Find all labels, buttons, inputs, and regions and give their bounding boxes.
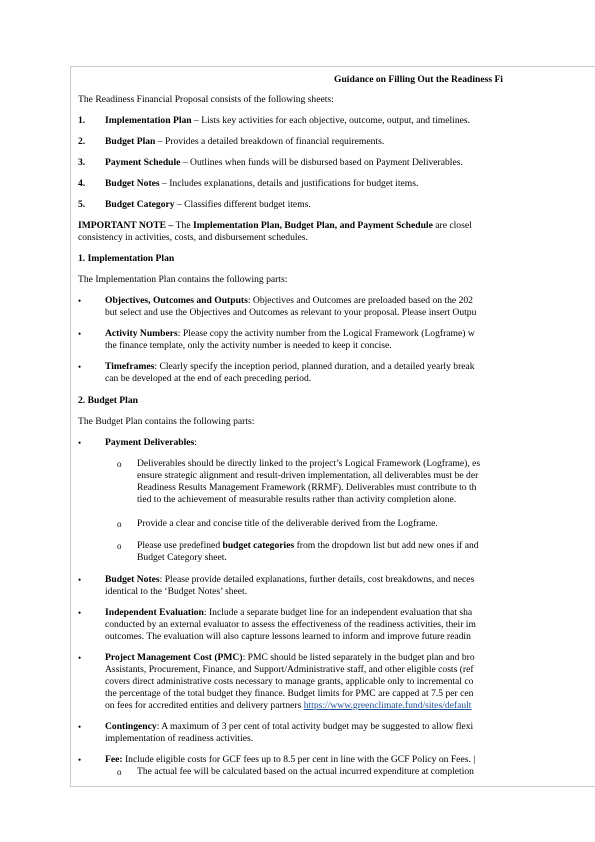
note-label: IMPORTANT NOTE – <box>78 220 176 231</box>
sheet-desc: – Lists key activities for each objective, outcome, output, and timelines. <box>191 115 471 126</box>
sub-item-line: The actual fee will be calculated based on the actual incurred expenditure at completion <box>137 766 474 777</box>
sub-item-bold: budget categories <box>222 540 295 551</box>
item-text: : Objectives and Outcomes are preloaded based on the 202 <box>247 295 473 306</box>
document-page <box>70 66 595 787</box>
section-intro: The Implementation Plan contains the following parts: <box>78 274 288 285</box>
important-note-line2: consistency in activities, costs, and disbursement schedules. <box>78 232 308 243</box>
item-text-line: implementation of readiness activities. <box>105 733 254 744</box>
list-item <box>105 754 475 766</box>
list-item <box>105 328 475 340</box>
sheet-desc: – Outlines when funds will be disbursed based on Payment Deliverables. <box>180 157 463 168</box>
sub-bullet-glyph: o <box>117 541 122 551</box>
item-text: : PMC should be listed separately in the budget plan and bro <box>242 652 475 663</box>
item-label: Independent Evaluation <box>105 607 204 618</box>
important-note <box>78 220 472 232</box>
sub-item-line: ensure strategic alignment and result-driven implementation, all deliverables must be der <box>137 470 479 481</box>
note-bold-text: Implementation Plan, Budget Plan, and Payment Schedule <box>192 220 433 231</box>
intro-text: The Readiness Financial Proposal consists of the following sheets: <box>78 94 334 105</box>
sub-item-line: Readiness Results Management Framework (RRMF). Deliverables must contribute to th <box>137 482 477 493</box>
sheet-name: Budget Category <box>105 199 175 210</box>
sub-item-text: from the dropdown list but add new ones if and <box>294 540 479 551</box>
item-label: Fee: <box>105 754 123 765</box>
bullet-glyph: • <box>78 329 82 339</box>
sheet-name: Implementation Plan <box>105 115 192 126</box>
bullet-glyph: • <box>78 722 82 732</box>
bullet-glyph: • <box>78 362 82 372</box>
sub-bullet-glyph: o <box>117 519 122 529</box>
item-text: : Please copy the activity number from the Logical Framework (Logframe) w <box>177 328 475 339</box>
list-item <box>105 361 475 373</box>
list-item <box>105 721 473 733</box>
bullet-glyph: • <box>78 755 82 765</box>
item-label: Activity Numbers <box>105 328 178 339</box>
section-heading-budget-plan: 2. Budget Plan <box>78 395 138 406</box>
page-title: Guidance on Filling Out the Readiness Fi <box>334 74 503 85</box>
sheet-desc: – Provides a detailed breakdown of financial requirements. <box>155 136 385 147</box>
list-number: 2. <box>78 136 86 147</box>
bullet-glyph: • <box>78 296 82 306</box>
sub-item-line: Deliverables should be directly linked to the project’s Logical Framework (Logframe), es <box>137 458 481 469</box>
sub-item-line: Budget Category sheet. <box>137 552 227 563</box>
sub-bullet-glyph: o <box>117 459 122 469</box>
list-item <box>105 136 384 148</box>
sheet-name: Budget Notes <box>105 178 160 189</box>
item-text: : A maximum of 3 per cent of total activity budget may be suggested to allow flexi <box>156 721 474 732</box>
item-label: Contingency <box>105 721 157 732</box>
item-text-line: Assistants, Procurement, Finance, and Support/Administrative staff, and other eligible costs (ref <box>105 664 474 675</box>
item-text: : Include a separate budget line for an independent evaluation that sha <box>203 607 473 618</box>
sheet-name: Payment Schedule <box>105 157 181 168</box>
item-text-line: identical to the ‘Budget Notes’ sheet. <box>105 586 248 597</box>
fees-policy-link[interactable]: https://www.greenclimate.fund/sites/default <box>303 700 472 711</box>
list-item <box>105 652 475 664</box>
item-label: Timeframes <box>105 361 155 372</box>
page-bottom-edge <box>70 786 595 787</box>
sheet-desc: – Includes explanations, details and justifications for budget items. <box>159 178 419 189</box>
sub-item-text: Please use predefined <box>137 540 223 551</box>
bullet-glyph: • <box>78 653 82 663</box>
item-text-line: can be developed at the end of each preceding period. <box>105 373 312 384</box>
sheet-name: Budget Plan <box>105 136 156 147</box>
bullet-glyph: • <box>78 438 82 448</box>
item-text: : <box>194 437 197 448</box>
list-item <box>105 437 197 449</box>
item-label: Objectives, Outcomes and Outputs <box>105 295 248 306</box>
item-text: : Clearly specify the inception period, planned duration, and a detailed yearly break <box>154 361 475 372</box>
list-item <box>105 115 470 127</box>
item-label: Budget Notes <box>105 574 160 585</box>
list-number: 5. <box>78 199 86 210</box>
item-text-line: conducted by an external evaluator to assess the effectiveness of the readiness activities, their im <box>105 619 476 630</box>
item-text-line: covers direct administrative costs necessary to manage grants, applicable only to incremental co <box>105 676 474 687</box>
sub-item-line <box>137 540 479 552</box>
item-text-line <box>105 700 471 712</box>
item-text: Include eligible costs for GCF fees up to 8.5 per cent in line with the GCF Policy on Fees. | <box>122 754 476 765</box>
note-text: are closel <box>432 220 472 231</box>
item-text: on fees for accredited entities and delivery partners <box>105 700 304 711</box>
item-text: : Please provide detailed explanations, further details, cost breakdowns, and neces <box>159 574 475 585</box>
bullet-glyph: • <box>78 608 82 618</box>
item-text-line: but select and use the Objectives and Outcomes as relevant to your proposal. Please insert Outpu <box>105 307 477 318</box>
list-item <box>105 178 418 190</box>
list-item <box>105 295 473 307</box>
list-item <box>105 574 474 586</box>
list-number: 4. <box>78 178 86 189</box>
item-text-line: the finance template, only the activity number is needed to keep it concise. <box>105 340 392 351</box>
sheet-desc: – Classifies different budget items. <box>174 199 311 210</box>
bullet-glyph: • <box>78 575 82 585</box>
list-item <box>105 607 472 619</box>
sub-item-line: tied to the achievement of measurable results rather than activity completion alone. <box>137 494 457 505</box>
sub-bullet-glyph: o <box>117 767 122 777</box>
list-item <box>105 199 311 211</box>
section-intro: The Budget Plan contains the following parts: <box>78 416 255 427</box>
list-number: 3. <box>78 157 86 168</box>
list-number: 1. <box>78 115 86 126</box>
item-text-line: outcomes. The evaluation will also capture lessons learned to inform and improve future readin <box>105 631 471 642</box>
item-text-line: the percentage of the total budget they finance. Budget limits for PMC are capped at 7.5 per cen <box>105 688 474 699</box>
section-heading-implementation-plan: 1. Implementation Plan <box>78 253 175 264</box>
item-label: Project Management Cost (PMC) <box>105 652 243 663</box>
list-item <box>105 157 463 169</box>
sub-item-line: Provide a clear and concise title of the deliverable derived from the Logframe. <box>137 518 438 529</box>
note-text: The <box>175 220 193 231</box>
item-label: Payment Deliverables <box>105 437 195 448</box>
